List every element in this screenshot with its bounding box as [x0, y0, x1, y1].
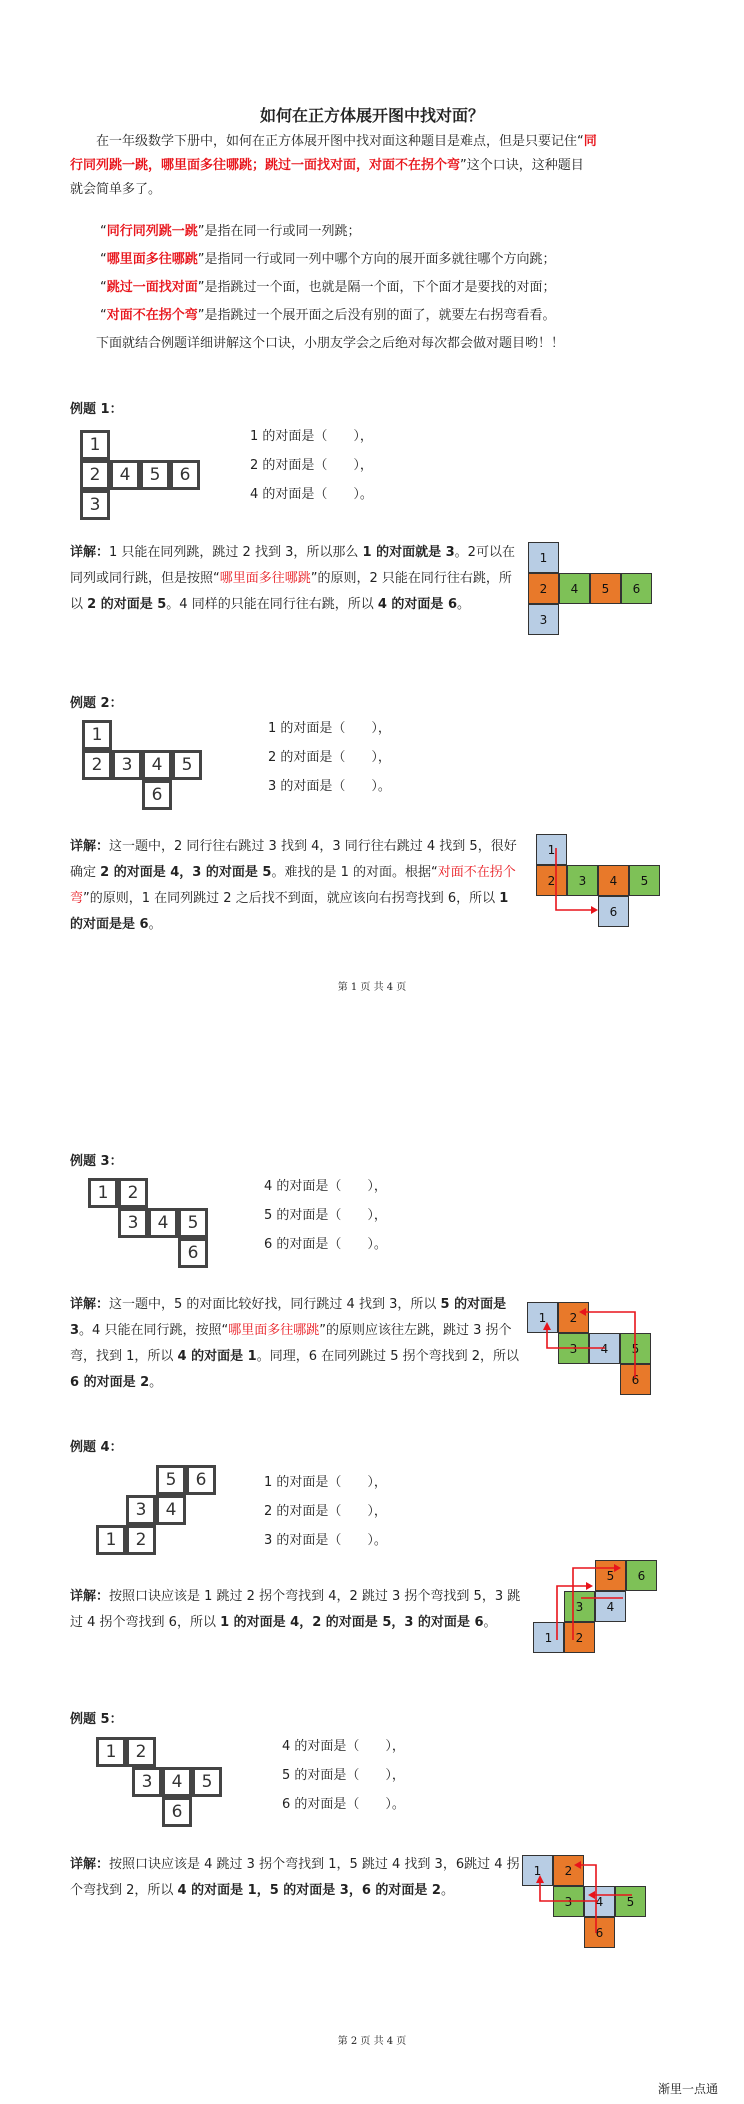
detail-text: 在同行往右跳，所以: [70, 571, 512, 612]
example-1-label: 例题 1：: [70, 402, 123, 417]
rule-desc: 是指跳过一个面，也就是隔一个面，下个面才是要找的对面；: [204, 280, 556, 295]
net-cell: 2: [80, 460, 110, 490]
question: 3 的对面是（ ）。: [264, 1533, 387, 1548]
net-cell: 3: [558, 1333, 589, 1364]
detail-text: 这一题中，5 的对面比较好找，同行跳过 4 找到 3，所以: [109, 1297, 441, 1312]
net-cell: 1: [528, 542, 559, 573]
net-cell: 4: [589, 1333, 620, 1364]
example-4-colored-net: [533, 1560, 673, 1660]
intro-text-d: ”这个口诀，这种题目: [460, 158, 584, 173]
detail-label: 详解：: [70, 839, 110, 854]
watermark: 渐里一点通: [658, 2082, 719, 2096]
page-footer: 第 2 页 共 4 页: [337, 2036, 407, 2047]
net-cell: 6: [142, 780, 172, 810]
rule-quote-close: ”: [197, 252, 205, 267]
net-cell: 3: [564, 1591, 595, 1622]
net-cell: 4: [142, 750, 172, 780]
detail-text: 以: [360, 597, 378, 612]
rule-item: [100, 218, 700, 246]
intro-paragraph: [70, 130, 680, 202]
example-3-net: [88, 1178, 228, 1278]
net-cell: 2: [564, 1622, 595, 1653]
question: 6 的对面是（ ）。: [264, 1237, 387, 1252]
rule-desc: 是指在同一行或同一列跳；: [204, 224, 361, 239]
page-footer: 第 1 页 共 4 页: [337, 982, 407, 993]
example-5-detail: [70, 1852, 524, 1904]
example-3-colored-net: [527, 1302, 667, 1402]
net-cell: 4: [595, 1591, 626, 1622]
example-1-detail: [70, 540, 520, 618]
example-5-questions: [282, 1732, 405, 1819]
detail-text: 。: [457, 597, 471, 612]
net-cell: 2: [553, 1855, 584, 1886]
rule-desc: 是指同一行或同一列中哪个方向的展开面多就往哪个方向跳；: [204, 252, 556, 267]
example-2-questions: [268, 714, 391, 801]
detail-answer: 5 的: [440, 1297, 468, 1312]
detail-rule: 哪里面多往哪跳: [228, 1323, 320, 1338]
net-cell: 4: [559, 573, 590, 604]
page-title: 如何在正方体展开图中找对面？: [259, 106, 484, 125]
detail-text: 可以在同列或同行跳，但是按照“: [70, 545, 515, 586]
question: 4 的对面是（ ），: [264, 1179, 387, 1194]
intro-text-e: 就会简单多了。: [70, 182, 162, 197]
net-cell: 2: [118, 1178, 148, 1208]
rule-key: 跳过一面找对面: [106, 280, 198, 295]
net-cell: 6: [621, 573, 652, 604]
rule-quote-close: ”: [197, 308, 205, 323]
net-cell: 5: [595, 1560, 626, 1591]
rule-quote-open: “: [100, 280, 107, 295]
rule-key: 哪里面多往哪跳: [106, 252, 198, 267]
detail-answer: 是 6: [456, 1615, 484, 1630]
net-cell: 3: [567, 865, 598, 896]
detail-text: 跳过 5 拐个弯找到 2，所以: [360, 1349, 520, 1364]
example-4-net: [96, 1465, 236, 1565]
net-cell: 1: [82, 720, 112, 750]
detail-text: 很好确定: [70, 839, 517, 880]
net-cell: 6: [186, 1465, 216, 1495]
net-cell: 5: [629, 865, 660, 896]
net-cell: 1: [527, 1302, 558, 1333]
detail-answer: 4 的对面是 1: [177, 1349, 257, 1364]
net-cell: 2: [82, 750, 112, 780]
detail-label: 详解：: [70, 1297, 110, 1312]
rules-list: [100, 218, 700, 330]
net-cell: 1: [80, 430, 110, 460]
net-cell: 2: [126, 1525, 156, 1555]
net-cell: 1: [88, 1178, 118, 1208]
detail-text: 按照口诀应该是 4 跳过 3 拐个弯找到 1，5 跳过 4 找到 3，6: [109, 1857, 465, 1872]
net-cell: 5: [620, 1333, 651, 1364]
detail-text: 。同理，6 在同列: [256, 1349, 361, 1364]
net-cell: 2: [558, 1302, 589, 1333]
rule-desc: 是指跳过一个展开面之后没有别的面了，就要左右拐弯看看。: [204, 308, 556, 323]
net-cell: 6: [626, 1560, 657, 1591]
net-cell: 6: [598, 896, 629, 927]
detail-answer: 1 的对面就是 3: [362, 545, 455, 560]
example-1-net: [80, 430, 220, 530]
net-cell: 4: [156, 1495, 186, 1525]
question: 2 的对面是（ ），: [268, 750, 391, 765]
net-cell: 3: [118, 1208, 148, 1238]
example-4-label: 例题 4：: [70, 1440, 123, 1455]
detail-answer: 是 2: [414, 1883, 441, 1898]
question: 2 的对面是（ ），: [250, 458, 373, 473]
detail-answer: 2 的对面是 5: [87, 597, 167, 612]
example-2-net: [82, 720, 222, 820]
detail-text: 3 跳过 4 拐个弯找到 6，所以: [70, 1589, 521, 1630]
net-cell: 5: [156, 1465, 186, 1495]
net-cell: 2: [528, 573, 559, 604]
rule-key: 对面不在拐个弯: [106, 308, 198, 323]
net-cell: 2: [536, 865, 567, 896]
question: 6 的对面是（ ）。: [282, 1797, 405, 1812]
example-4-detail: [70, 1584, 528, 1636]
detail-text: ”的原则，2 只能: [310, 571, 408, 586]
question: 2 的对面是（ ），: [264, 1504, 387, 1519]
net-cell: 6: [178, 1238, 208, 1268]
question: 1 的对面是（ ），: [264, 1475, 387, 1490]
net-cell: 4: [110, 460, 140, 490]
net-cell: 1: [533, 1622, 564, 1653]
detail-rule: 哪里面多往哪跳: [219, 571, 311, 586]
intro-slogan-a: 同: [583, 134, 597, 149]
net-cell: 5: [590, 573, 621, 604]
intro-last: 下面就结合例题详细讲解这个口诀，小朋友学会之后绝对每次都会做对题目哟！！: [96, 336, 565, 351]
net-cell: 1: [96, 1737, 126, 1767]
jump-arrow: [527, 1302, 667, 1402]
example-3-label: 例题 3：: [70, 1154, 123, 1169]
example-5-net: [96, 1737, 236, 1837]
detail-label: 详解：: [70, 545, 110, 560]
net-cell: 4: [598, 865, 629, 896]
net-cell: 3: [553, 1886, 584, 1917]
jump-arrow: [522, 1855, 662, 1955]
net-cell: 6: [170, 460, 200, 490]
jump-arrow: [536, 834, 676, 934]
net-cell: 4: [584, 1886, 615, 1917]
example-5-colored-net: [522, 1855, 662, 1955]
rule-quote-close: ”: [197, 224, 205, 239]
detail-text: 。4 只能在同行跳，按照“: [79, 1323, 229, 1338]
detail-text: 左跳，跳过 3 拐个弯，找到 1，所以: [70, 1323, 512, 1364]
detail-answer: 4 的对面是 6: [377, 597, 457, 612]
question: 1 的对面是（ ），: [268, 721, 391, 736]
question: 4 的对面是（ ），: [282, 1739, 405, 1754]
detail-text: 。难找的是 1 的对面。根据“: [271, 865, 438, 880]
detail-label: 详解：: [70, 1589, 110, 1604]
rule-quote-open: “: [100, 252, 107, 267]
detail-text: 拐弯找到 6，所以: [391, 891, 500, 906]
rule-key: 同行同列跳一跳: [106, 224, 198, 239]
example-1-colored-net: [528, 542, 668, 642]
detail-text: 跳过 4 拐个弯找到 2，所以: [70, 1857, 520, 1898]
example-5-label: 例题 5：: [70, 1712, 123, 1727]
example-3-detail: [70, 1292, 522, 1396]
rule-quote-open: “: [100, 308, 107, 323]
detail-text: 。4 同样的只能在同行往右跳，所: [166, 597, 361, 612]
net-cell: 5: [192, 1767, 222, 1797]
question: 3 的对面是（ ）。: [268, 779, 391, 794]
example-2-colored-net: [536, 834, 676, 934]
intro-slogan-b: 行同列跳一跳，哪里面多往哪跳；跳过一面找对面，对面不在拐个弯: [70, 158, 461, 173]
detail-text: 这一题中，2 同行往右跳过 3 找到 4，3 同行往右跳过 4 找到 5，: [109, 839, 491, 854]
question: 4 的对面是（ ）。: [250, 487, 373, 502]
detail-text: 。: [149, 1375, 163, 1390]
detail-text: 。: [483, 1615, 497, 1630]
detail-rule: 面不在拐个弯: [70, 865, 516, 906]
question: 5 的对面是（ ），: [282, 1768, 405, 1783]
detail-text: 。: [148, 917, 162, 932]
net-cell: 5: [178, 1208, 208, 1238]
net-cell: 5: [615, 1886, 646, 1917]
net-cell: 1: [536, 834, 567, 865]
net-cell: 2: [126, 1737, 156, 1767]
detail-answer: 2 的对面是 4，3 的对面是 5: [100, 865, 272, 880]
example-3-questions: [264, 1172, 387, 1259]
rule-item: [100, 302, 700, 330]
question: 1 的对面是（ ），: [250, 429, 373, 444]
rule-quote-close: ”: [197, 280, 205, 295]
detail-text: ”的原则应该往: [319, 1323, 404, 1338]
net-cell: 3: [528, 604, 559, 635]
intro-text-a: 在一年级数学下册中，如何在正方体展开图中找对面这种题目是难点，但是只要记住“: [96, 134, 584, 149]
net-cell: 3: [80, 490, 110, 520]
example-2-detail: [70, 834, 525, 938]
detail-answer: 1 的对面是是 6: [70, 891, 509, 932]
detail-answer: 对面是 3: [70, 1297, 507, 1338]
detail-answer: 1 的对面是 4，2 的对面是 5，3 的对面: [220, 1615, 457, 1630]
net-cell: 6: [620, 1364, 651, 1395]
net-cell: 3: [126, 1495, 156, 1525]
detail-text: 1 只能在同列跳，跳过 2 找到 3，所以那么: [109, 545, 363, 560]
jump-arrow: [533, 1560, 673, 1660]
example-1-questions: [250, 422, 373, 509]
detail-text: ”的原则，1 在同列跳过 2 之后找不到面，就应该向右: [83, 891, 392, 906]
example-4-questions: [264, 1468, 387, 1555]
rule-item: [100, 274, 700, 302]
rule-item: [100, 246, 700, 274]
detail-text: 。: [440, 1883, 454, 1898]
net-cell: 4: [162, 1767, 192, 1797]
detail-text: 。2: [454, 545, 476, 560]
net-cell: 5: [140, 460, 170, 490]
net-cell: 5: [172, 750, 202, 780]
detail-rule: 对: [437, 865, 451, 880]
detail-label: 详解：: [70, 1857, 110, 1872]
net-cell: 4: [148, 1208, 178, 1238]
net-cell: 6: [162, 1797, 192, 1827]
net-cell: 6: [584, 1917, 615, 1948]
detail-text: 按照口诀应该是 1 跳过 2 拐个弯找到 4，2 跳过 3 拐个弯找到 5，: [109, 1589, 495, 1604]
rule-quote-open: “: [100, 224, 107, 239]
net-cell: 1: [522, 1855, 553, 1886]
net-cell: 3: [112, 750, 142, 780]
net-cell: 3: [132, 1767, 162, 1797]
example-2-label: 例题 2：: [70, 696, 123, 711]
question: 5 的对面是（ ），: [264, 1208, 387, 1223]
detail-answer: 6 的对面是 2: [70, 1375, 150, 1390]
net-cell: 1: [96, 1525, 126, 1555]
detail-answer: 4 的对面是 1，5 的对面是 3，6 的对面: [177, 1883, 415, 1898]
